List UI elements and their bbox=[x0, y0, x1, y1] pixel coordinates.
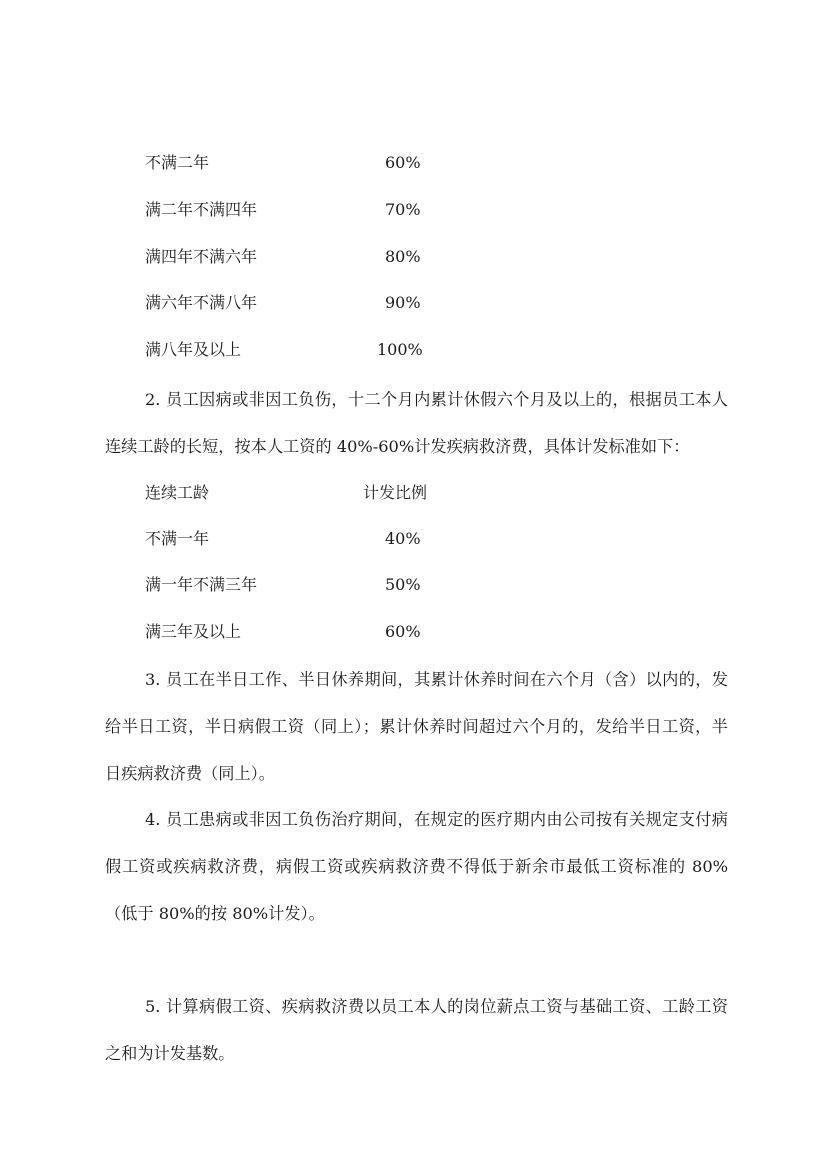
seniority-label: 不满二年 bbox=[145, 153, 210, 172]
rate-value: 70% bbox=[385, 200, 421, 219]
seniority-label: 满二年不满四年 bbox=[145, 200, 258, 219]
table-header-row bbox=[145, 480, 565, 506]
table-row bbox=[145, 572, 565, 598]
rate-value: 100% bbox=[377, 340, 423, 359]
seniority-label: 满八年及以上 bbox=[145, 340, 242, 359]
table-row bbox=[145, 337, 565, 363]
seniority-label: 满一年不满三年 bbox=[145, 575, 258, 594]
seniority-label: 满六年不满八年 bbox=[145, 293, 258, 312]
table-row bbox=[145, 526, 565, 552]
seniority-label: 满四年不满六年 bbox=[145, 247, 258, 266]
rate-value: 50% bbox=[385, 575, 421, 594]
rate-value: 90% bbox=[385, 293, 421, 312]
table-row bbox=[145, 197, 565, 223]
paragraph-3: 3. 员工在半日工作、半日休养期间，其累计休养时间在六个月（含）以内的，发给半日工资，半日病假工资（同上）；累计休养时间超过六个月的，发给半日工资，半日疾病救济费（同上）。 bbox=[105, 670, 728, 783]
table-row bbox=[145, 150, 565, 176]
rate-value: 40% bbox=[385, 529, 421, 548]
column-header-rate: 计发比例 bbox=[363, 483, 428, 502]
paragraph-2: 2. 员工因病或非因工负伤，十二个月内累计休假六个月及以上的，根据员工本人连续工龄的长短，按本人工资的 40%-60%计发疾病救济费，具体计发标准如下： bbox=[105, 390, 728, 456]
seniority-label: 不满一年 bbox=[145, 529, 210, 548]
rate-value: 60% bbox=[385, 622, 421, 641]
rate-value: 60% bbox=[385, 153, 421, 172]
table-row bbox=[145, 619, 565, 645]
table-row bbox=[145, 244, 565, 270]
paragraph-5: 5. 计算病假工资、疾病救济费以员工本人的岗位薪点工资与基础工资、工龄工资之和为计发基数。 bbox=[105, 997, 728, 1063]
table-row bbox=[145, 290, 565, 316]
rate-value: 80% bbox=[385, 247, 421, 266]
column-header-seniority: 连续工龄 bbox=[145, 483, 210, 502]
seniority-label: 满三年及以上 bbox=[145, 622, 242, 641]
paragraph-4: 4. 员工患病或非因工负伤治疗期间，在规定的医疗期内由公司按有关规定支付病假工资或疾病救济费，病假工资或疾病救济费不得低于新余市最低工资标准的 80%（低于 80%的按 80%计发）。 bbox=[105, 810, 728, 923]
